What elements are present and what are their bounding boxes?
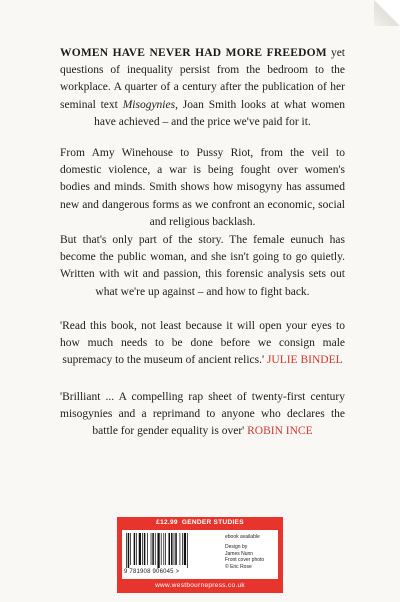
publisher-url: www.westbournepress.co.uk	[155, 582, 245, 589]
isbn-number: 9 781908 906045 >	[124, 569, 180, 575]
quote-author: ROBIN INCE	[247, 425, 313, 438]
quote-text: 'Brilliant ... A compelling rap sheet of twenty-first century misogynies and a reprimand to anyone who declares the battle for gender equality is over'	[60, 391, 345, 438]
price: £12.99	[156, 519, 178, 526]
price-category-bar	[117, 517, 283, 529]
blurb-text-part-1: yet questions of inequality persist from the bedroom to the workplace. A quarter of a century after the publication of her seminal text	[60, 47, 345, 111]
blurb-paragraph-2: From Amy Winehouse to Pussy Riot, from the veil to domestic violence, a war is being fought over women's bodies and minds. Smith shows how misogyny has assumed new and dangerous forms as we confront an economic, social and religious backlash.	[60, 147, 345, 228]
blurb-paragraph-3: But that's only part of the story. The female eunuch has become the public woman, and she isn't going to go quietly. Written with wit and passion, this forensic analysis sets out what we're up against – and how to fight back.	[60, 234, 345, 298]
category: GENDER STUDIES	[181, 519, 244, 526]
credit-line: © Eric Rose	[225, 563, 252, 570]
review-quote-1	[60, 318, 345, 370]
blurb-text-part-2: , Joan Smith looks at what women have achieved – and the price we've paid for it.	[94, 98, 345, 128]
quote-author: JULIE BINDEL	[266, 354, 343, 367]
headline: WOMEN HAVE NEVER HAD MORE FREEDOM	[60, 47, 327, 59]
blurb-paragraph-1	[60, 45, 345, 131]
barcode-panel	[122, 530, 278, 579]
page-corner-fold	[374, 0, 400, 26]
credits-block	[225, 534, 277, 570]
credit-line: James Nunn	[225, 550, 254, 557]
ebook-note: ebook available	[225, 534, 260, 540]
price-barcode-label	[117, 517, 283, 593]
isbn-barcode	[124, 533, 212, 568]
book-title-misogynies: Misogynies	[122, 98, 176, 111]
credit-line: Design by	[225, 544, 248, 551]
credit-line: Front cover photo	[225, 557, 265, 564]
review-quote-2	[60, 389, 345, 441]
quote-text: 'Read this book, not least because it will open your eyes to how much needs to be done before we consign male supremacy to the museum of ancient relics.'	[60, 320, 345, 367]
